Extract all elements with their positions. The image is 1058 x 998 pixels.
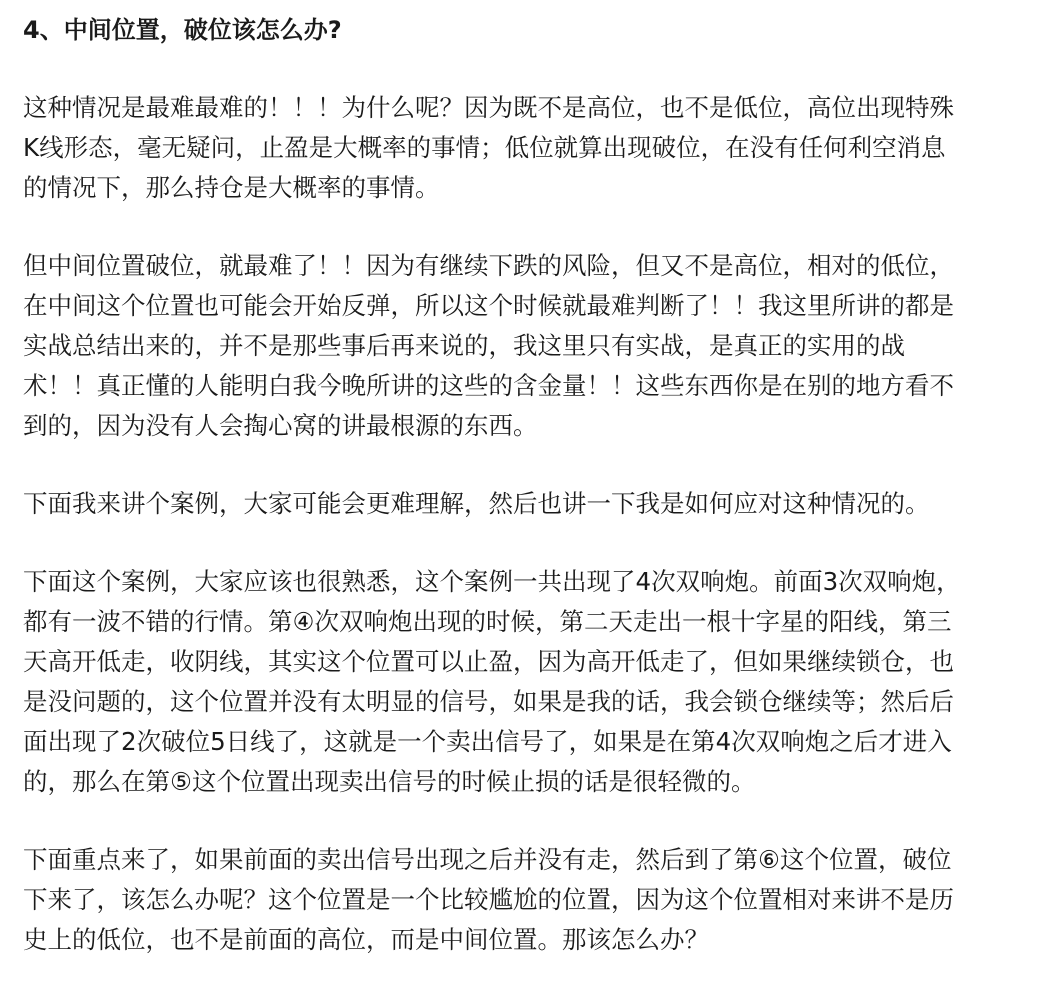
paragraph-line: 的情况下，那么持仓是大概率的事情。 [23, 173, 440, 202]
paragraph-line: 术！！真正懂的人能明白我今晚所讲的这些的含金量！！这些东西你是在别的地方看不 [23, 371, 954, 400]
paragraph-line: 是没问题的，这个位置并没有太明显的信号，如果是我的话，我会锁仓继续等；然后后 [23, 687, 954, 716]
paragraph-4 [23, 562, 1039, 802]
paragraph-5 [23, 840, 1039, 960]
section-heading: 4、中间位置，破位该怎么办? [23, 16, 342, 44]
paragraph-line: 这种情况是最难最难的！！！为什么呢？因为既不是高位，也不是低位，高位出现特殊 [23, 93, 954, 122]
article [23, 10, 1039, 998]
paragraph-line: 下面重点来了，如果前面的卖出信号出现之后并没有走，然后到了第⑥这个位置，破位 [23, 845, 952, 874]
paragraph-line: 都有一波不错的行情。第④次双响炮出现的时候，第二天走出一根十字星的阳线，第三 [23, 607, 952, 636]
paragraph-2 [23, 246, 1039, 446]
paragraph-line: 下面这个案例，大家应该也很熟悉，这个案例一共出现了4次双响炮。前面3次双响炮， [23, 567, 961, 596]
paragraph-line: 实战总结出来的，并不是那些事后再来说的，我这里只有实战，是真正的实用的战 [23, 331, 905, 360]
paragraph-1 [23, 88, 1039, 208]
paragraph-line: 在中间这个位置也可能会开始反弹，所以这个时候就最难判断了！！我这里所讲的都是 [23, 291, 954, 320]
paragraph-line: 的，那么在第⑤这个位置出现卖出信号的时候止损的话是很轻微的。 [23, 767, 756, 796]
paragraph-line: 到的，因为没有人会掏心窝的讲最根源的东西。 [23, 411, 538, 440]
paragraph-line: K线形态，毫无疑问，止盈是大概率的事情；低位就算出现破位，在没有任何利空消息 [23, 133, 946, 162]
paragraph-line: 面出现了2次破位5日线了，这就是一个卖出信号了，如果是在第4次双响炮之后才进入 [23, 727, 952, 756]
paragraph-line: 但中间位置破位，就最难了！！因为有继续下跌的风险，但又不是高位，相对的低位， [23, 251, 954, 280]
paragraph-line: 下面我来讲个案例，大家可能会更难理解，然后也讲一下我是如何应对这种情况的。 [23, 489, 930, 518]
paragraph-line: 天高开低走，收阴线，其实这个位置可以止盈，因为高开低走了，但如果继续锁仓，也 [23, 647, 954, 676]
paragraph-3 [23, 484, 1039, 524]
paragraph-line: 史上的低位，也不是前面的高位，而是中间位置。那该怎么办？ [23, 925, 709, 954]
paragraph-line: 下来了，该怎么办呢？这个位置是一个比较尴尬的位置，因为这个位置相对来讲不是历 [23, 885, 954, 914]
